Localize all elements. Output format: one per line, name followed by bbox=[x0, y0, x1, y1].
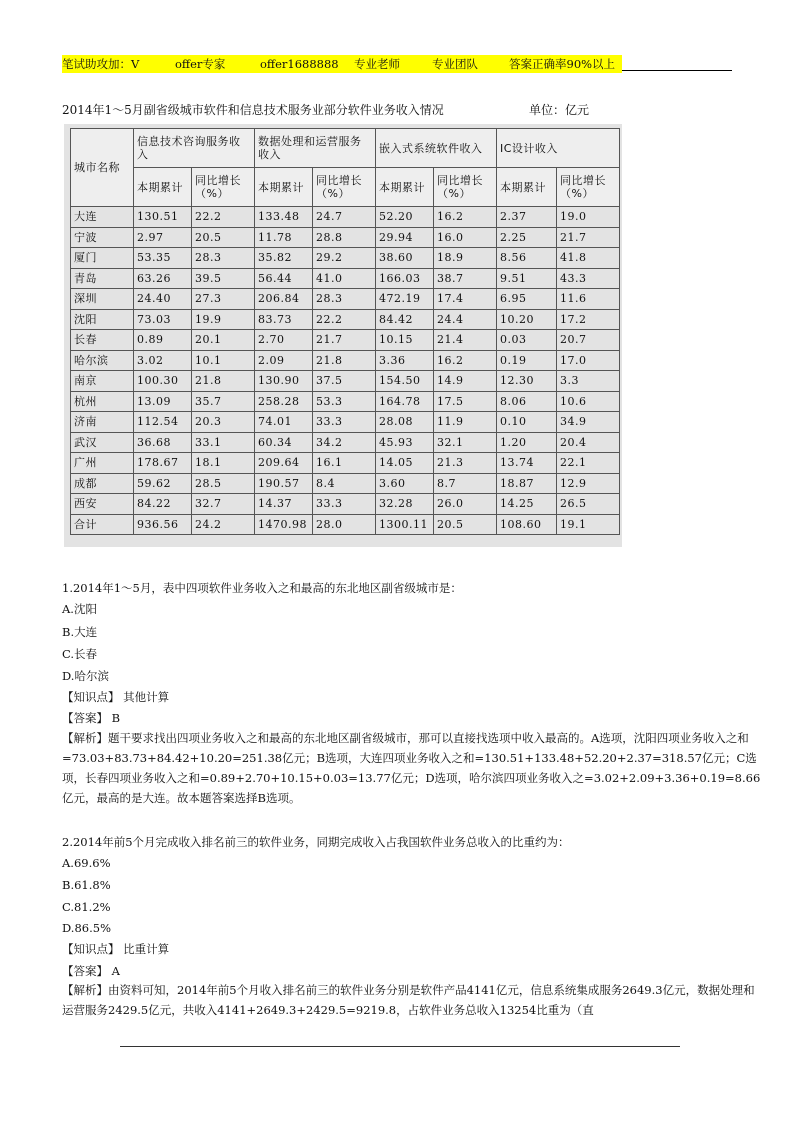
table-title-text: 2014年1～5月副省级城市软件和信息技术服务业部分软件业务收入情况 bbox=[62, 103, 444, 117]
value-cell: 10.20 bbox=[497, 309, 557, 330]
value-cell: 3.3 bbox=[557, 371, 620, 392]
value-cell: 34.9 bbox=[557, 412, 620, 433]
value-cell: 84.42 bbox=[376, 309, 434, 330]
table-row bbox=[71, 453, 620, 474]
value-cell: 164.78 bbox=[376, 391, 434, 412]
q1-answer: 【答案】 B bbox=[62, 711, 121, 725]
value-cell: 133.48 bbox=[255, 207, 313, 228]
value-cell: 130.90 bbox=[255, 371, 313, 392]
value-cell: 936.56 bbox=[134, 514, 192, 535]
value-cell: 8.56 bbox=[497, 248, 557, 269]
city-cell: 成都 bbox=[71, 473, 134, 494]
value-cell: 33.3 bbox=[313, 494, 376, 515]
value-cell: 17.2 bbox=[557, 309, 620, 330]
value-cell: 166.03 bbox=[376, 268, 434, 289]
value-cell: 20.3 bbox=[192, 412, 255, 433]
banner-item: 专业团队 bbox=[432, 57, 478, 71]
value-cell: 20.5 bbox=[192, 227, 255, 248]
value-cell: 19.1 bbox=[557, 514, 620, 535]
value-cell: 22.2 bbox=[313, 309, 376, 330]
value-cell: 16.0 bbox=[434, 227, 497, 248]
value-cell: 53.35 bbox=[134, 248, 192, 269]
value-cell: 43.3 bbox=[557, 268, 620, 289]
value-cell: 41.8 bbox=[557, 248, 620, 269]
value-cell: 37.5 bbox=[313, 371, 376, 392]
table-row bbox=[71, 473, 620, 494]
group-header: IC设计收入 bbox=[497, 129, 620, 168]
q2-option-c: C.81.2% bbox=[62, 900, 111, 914]
q2-analysis: 【解析】由资料可知，2014年前5个月收入排名前三的软件业务分别是软件产品4141亿元，信息系统集成服务2649.3亿元，数据处理和运营服务2429.5亿元，共收入4141+2649.3+2429.5=9219.8，占软件业务总收入13254比重为（直 bbox=[62, 983, 755, 1017]
value-cell: 59.62 bbox=[134, 473, 192, 494]
sub-header-growth: 同比增长（%） bbox=[434, 168, 497, 207]
value-cell: 2.09 bbox=[255, 350, 313, 371]
value-cell: 63.26 bbox=[134, 268, 192, 289]
value-cell: 6.95 bbox=[497, 289, 557, 310]
group-header: 嵌入式系统软件收入 bbox=[376, 129, 497, 168]
value-cell: 1300.11 bbox=[376, 514, 434, 535]
table-row bbox=[71, 309, 620, 330]
value-cell: 19.9 bbox=[192, 309, 255, 330]
value-cell: 41.0 bbox=[313, 268, 376, 289]
value-cell: 32.28 bbox=[376, 494, 434, 515]
value-cell: 24.7 bbox=[313, 207, 376, 228]
table-row bbox=[71, 330, 620, 351]
value-cell: 154.50 bbox=[376, 371, 434, 392]
sub-header-growth: 同比增长（%） bbox=[557, 168, 620, 207]
value-cell: 8.4 bbox=[313, 473, 376, 494]
table-row bbox=[71, 371, 620, 392]
value-cell: 21.8 bbox=[313, 350, 376, 371]
q2-knowledge: 【知识点】 比重计算 bbox=[62, 942, 170, 956]
value-cell: 39.5 bbox=[192, 268, 255, 289]
banner-item: offer1688888 bbox=[260, 57, 339, 71]
value-cell: 13.74 bbox=[497, 453, 557, 474]
value-cell: 45.93 bbox=[376, 432, 434, 453]
value-cell: 0.19 bbox=[497, 350, 557, 371]
value-cell: 11.9 bbox=[434, 412, 497, 433]
value-cell: 17.4 bbox=[434, 289, 497, 310]
value-cell: 56.44 bbox=[255, 268, 313, 289]
banner-underline bbox=[622, 70, 732, 71]
value-cell: 2.70 bbox=[255, 330, 313, 351]
value-cell: 32.1 bbox=[434, 432, 497, 453]
value-cell: 83.73 bbox=[255, 309, 313, 330]
value-cell: 14.37 bbox=[255, 494, 313, 515]
value-cell: 19.0 bbox=[557, 207, 620, 228]
value-cell: 10.1 bbox=[192, 350, 255, 371]
table-row bbox=[71, 391, 620, 412]
q1-knowledge: 【知识点】 其他计算 bbox=[62, 690, 170, 704]
value-cell: 206.84 bbox=[255, 289, 313, 310]
value-cell: 10.15 bbox=[376, 330, 434, 351]
value-cell: 22.2 bbox=[192, 207, 255, 228]
table-row bbox=[71, 514, 620, 535]
footer-divider bbox=[120, 1046, 680, 1047]
city-header: 城市名称 bbox=[71, 129, 134, 207]
sub-header-growth: 同比增长（%） bbox=[192, 168, 255, 207]
table-row bbox=[71, 227, 620, 248]
value-cell: 21.4 bbox=[434, 330, 497, 351]
value-cell: 36.68 bbox=[134, 432, 192, 453]
table-row bbox=[71, 350, 620, 371]
q1-option-d: D.哈尔滨 bbox=[62, 669, 109, 683]
value-cell: 21.3 bbox=[434, 453, 497, 474]
value-cell: 178.67 bbox=[134, 453, 192, 474]
value-cell: 28.5 bbox=[192, 473, 255, 494]
value-cell: 209.64 bbox=[255, 453, 313, 474]
value-cell: 20.4 bbox=[557, 432, 620, 453]
value-cell: 12.30 bbox=[497, 371, 557, 392]
q1-option-a: A.沈阳 bbox=[62, 602, 97, 616]
city-cell: 青岛 bbox=[71, 268, 134, 289]
value-cell: 17.5 bbox=[434, 391, 497, 412]
value-cell: 20.1 bbox=[192, 330, 255, 351]
table-body bbox=[71, 207, 620, 535]
value-cell: 32.7 bbox=[192, 494, 255, 515]
sub-header-growth: 同比增长（%） bbox=[313, 168, 376, 207]
group-header: 数据处理和运营服务收入 bbox=[255, 129, 376, 168]
sub-header-cumulative: 本期累计 bbox=[255, 168, 313, 207]
revenue-table bbox=[70, 128, 620, 535]
value-cell: 190.57 bbox=[255, 473, 313, 494]
value-cell: 27.3 bbox=[192, 289, 255, 310]
banner-item: 专业老师 bbox=[354, 57, 400, 71]
value-cell: 2.37 bbox=[497, 207, 557, 228]
value-cell: 1470.98 bbox=[255, 514, 313, 535]
value-cell: 33.1 bbox=[192, 432, 255, 453]
value-cell: 26.0 bbox=[434, 494, 497, 515]
value-cell: 18.1 bbox=[192, 453, 255, 474]
value-cell: 1.20 bbox=[497, 432, 557, 453]
value-cell: 84.22 bbox=[134, 494, 192, 515]
value-cell: 472.19 bbox=[376, 289, 434, 310]
table-title bbox=[62, 101, 590, 118]
city-cell: 杭州 bbox=[71, 391, 134, 412]
table-row bbox=[71, 432, 620, 453]
value-cell: 0.10 bbox=[497, 412, 557, 433]
value-cell: 100.30 bbox=[134, 371, 192, 392]
value-cell: 16.2 bbox=[434, 350, 497, 371]
sub-header-cumulative: 本期累计 bbox=[376, 168, 434, 207]
city-cell: 济南 bbox=[71, 412, 134, 433]
value-cell: 20.7 bbox=[557, 330, 620, 351]
value-cell: 112.54 bbox=[134, 412, 192, 433]
city-cell: 长春 bbox=[71, 330, 134, 351]
value-cell: 35.7 bbox=[192, 391, 255, 412]
city-cell: 深圳 bbox=[71, 289, 134, 310]
city-cell: 宁波 bbox=[71, 227, 134, 248]
city-cell: 厦门 bbox=[71, 248, 134, 269]
city-cell: 武汉 bbox=[71, 432, 134, 453]
q1-question: 1.2014年1～5月，表中四项软件业务收入之和最高的东北地区副省级城市是： bbox=[62, 581, 462, 595]
value-cell: 21.7 bbox=[557, 227, 620, 248]
value-cell: 13.09 bbox=[134, 391, 192, 412]
table-image bbox=[64, 124, 622, 547]
value-cell: 24.4 bbox=[434, 309, 497, 330]
table-row bbox=[71, 268, 620, 289]
value-cell: 11.6 bbox=[557, 289, 620, 310]
value-cell: 24.2 bbox=[192, 514, 255, 535]
city-cell: 西安 bbox=[71, 494, 134, 515]
value-cell: 16.1 bbox=[313, 453, 376, 474]
value-cell: 2.25 bbox=[497, 227, 557, 248]
value-cell: 12.9 bbox=[557, 473, 620, 494]
value-cell: 73.03 bbox=[134, 309, 192, 330]
table-row bbox=[71, 289, 620, 310]
value-cell: 21.7 bbox=[313, 330, 376, 351]
value-cell: 20.5 bbox=[434, 514, 497, 535]
value-cell: 11.78 bbox=[255, 227, 313, 248]
value-cell: 3.36 bbox=[376, 350, 434, 371]
value-cell: 3.60 bbox=[376, 473, 434, 494]
table-row bbox=[71, 207, 620, 228]
value-cell: 28.3 bbox=[192, 248, 255, 269]
table-row bbox=[71, 494, 620, 515]
q2-answer: 【答案】 A bbox=[62, 964, 120, 978]
value-cell: 130.51 bbox=[134, 207, 192, 228]
value-cell: 2.97 bbox=[134, 227, 192, 248]
value-cell: 8.06 bbox=[497, 391, 557, 412]
city-cell: 哈尔滨 bbox=[71, 350, 134, 371]
value-cell: 24.40 bbox=[134, 289, 192, 310]
value-cell: 35.82 bbox=[255, 248, 313, 269]
value-cell: 108.60 bbox=[497, 514, 557, 535]
value-cell: 14.05 bbox=[376, 453, 434, 474]
city-cell: 沈阳 bbox=[71, 309, 134, 330]
q2-question: 2.2014年前5个月完成收入排名前三的软件业务，同期完成收入占我国软件业务总收入的比重约为： bbox=[62, 835, 570, 849]
value-cell: 60.34 bbox=[255, 432, 313, 453]
value-cell: 17.0 bbox=[557, 350, 620, 371]
value-cell: 34.2 bbox=[313, 432, 376, 453]
value-cell: 26.5 bbox=[557, 494, 620, 515]
value-cell: 21.8 bbox=[192, 371, 255, 392]
city-cell: 大连 bbox=[71, 207, 134, 228]
value-cell: 16.2 bbox=[434, 207, 497, 228]
q2-option-d: D.86.5% bbox=[62, 921, 111, 935]
table-unit: 单位：亿元 bbox=[529, 103, 590, 117]
value-cell: 8.7 bbox=[434, 473, 497, 494]
value-cell: 33.3 bbox=[313, 412, 376, 433]
value-cell: 28.8 bbox=[313, 227, 376, 248]
banner-item: offer专家 bbox=[175, 57, 226, 71]
value-cell: 53.3 bbox=[313, 391, 376, 412]
banner-item: 笔试助攻加：V bbox=[62, 57, 140, 71]
value-cell: 3.02 bbox=[134, 350, 192, 371]
value-cell: 18.9 bbox=[434, 248, 497, 269]
q1-option-b: B.大连 bbox=[62, 625, 98, 639]
value-cell: 38.60 bbox=[376, 248, 434, 269]
value-cell: 52.20 bbox=[376, 207, 434, 228]
q1-option-c: C.长春 bbox=[62, 647, 98, 661]
value-cell: 22.1 bbox=[557, 453, 620, 474]
q1-analysis: 【解析】题干要求找出四项业务收入之和最高的东北地区副省级城市，那可以直接找选项中收入最高的。A选项，沈阳四项业务收入之和=73.03+83.73+84.42+10.20=251.38亿元；B选项，大连四项业务收入之和=130.51+133.48+52.20+2.37=318.57亿元；C选项，长春四项业务收入之和=0.89+2.70+10.15+0.03=13.77亿元；D选项，哈尔滨四项业务收入之=3.02+2.09+3.36+0.19=8.66亿元，最高的是大连。故本题答案选择B选项。 bbox=[62, 731, 761, 805]
value-cell: 28.08 bbox=[376, 412, 434, 433]
value-cell: 0.03 bbox=[497, 330, 557, 351]
value-cell: 0.89 bbox=[134, 330, 192, 351]
sub-header-cumulative: 本期累计 bbox=[497, 168, 557, 207]
q2-option-a: A.69.6% bbox=[62, 856, 111, 870]
value-cell: 10.6 bbox=[557, 391, 620, 412]
value-cell: 28.0 bbox=[313, 514, 376, 535]
table-row bbox=[71, 248, 620, 269]
q2-option-b: B.61.8% bbox=[62, 878, 111, 892]
value-cell: 258.28 bbox=[255, 391, 313, 412]
value-cell: 29.2 bbox=[313, 248, 376, 269]
city-cell: 广州 bbox=[71, 453, 134, 474]
value-cell: 74.01 bbox=[255, 412, 313, 433]
value-cell: 18.87 bbox=[497, 473, 557, 494]
city-cell: 南京 bbox=[71, 371, 134, 392]
value-cell: 28.3 bbox=[313, 289, 376, 310]
value-cell: 38.7 bbox=[434, 268, 497, 289]
value-cell: 14.25 bbox=[497, 494, 557, 515]
value-cell: 29.94 bbox=[376, 227, 434, 248]
table-row bbox=[71, 412, 620, 433]
sub-header-cumulative: 本期累计 bbox=[134, 168, 192, 207]
banner-item: 答案正确率90%以上 bbox=[509, 57, 616, 71]
header-banner bbox=[62, 55, 622, 73]
group-header: 信息技术咨询服务收入 bbox=[134, 129, 255, 168]
city-cell: 合计 bbox=[71, 514, 134, 535]
value-cell: 14.9 bbox=[434, 371, 497, 392]
value-cell: 9.51 bbox=[497, 268, 557, 289]
